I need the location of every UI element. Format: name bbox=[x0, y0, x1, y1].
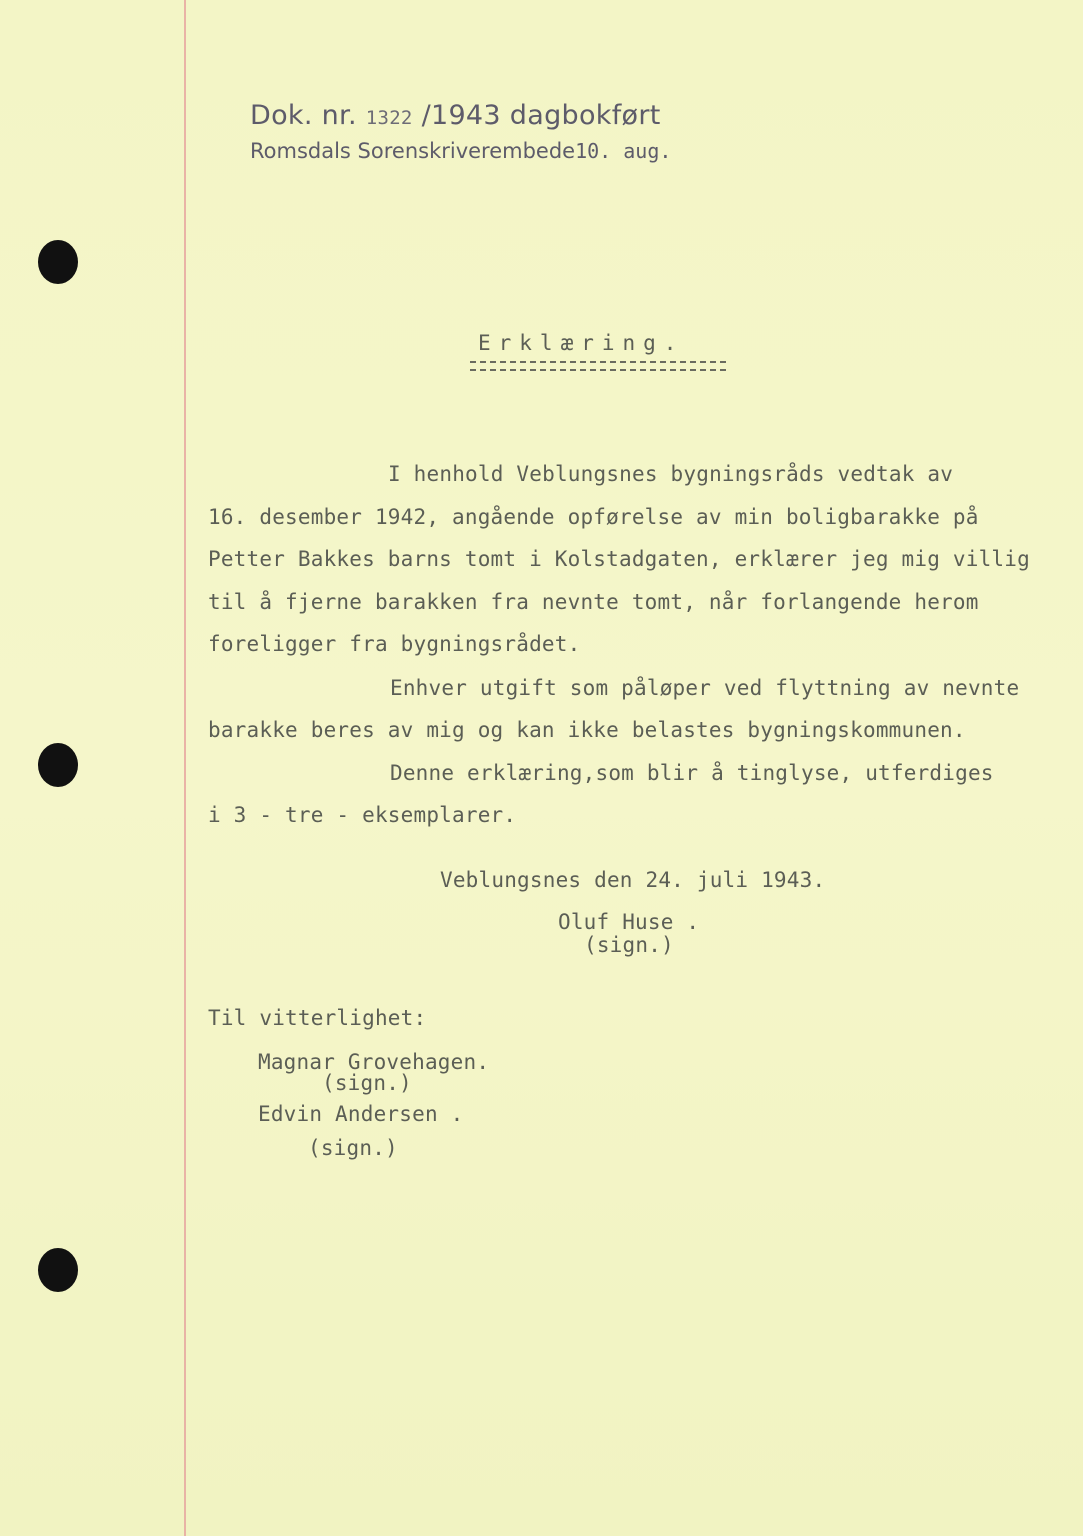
witness2-sign: (sign.) bbox=[308, 1136, 398, 1160]
body-line-7: barakke beres av mig og kan ikke belastes bygningskommunen. bbox=[208, 718, 966, 742]
punch-hole-top bbox=[38, 240, 78, 284]
body-line-5: foreligger fra bygningsrådet. bbox=[208, 632, 581, 656]
stamp-suffix: dagbokført bbox=[509, 100, 661, 131]
document-title: Erklæring. bbox=[478, 331, 685, 355]
stamp-doc-number: 1322 bbox=[365, 107, 413, 129]
registration-stamp-line1 bbox=[250, 100, 661, 131]
stamp-office: Romsdals Sorenskriverembede bbox=[250, 139, 576, 163]
body-line-1: I henhold Veblungsnes bygningsråds vedtak av bbox=[388, 462, 954, 486]
place-date: Veblungsnes den 24. juli 1943. bbox=[440, 868, 826, 892]
body-line-9: i 3 - tre - eksemplarer. bbox=[208, 803, 517, 827]
witness2-name: Edvin Andersen . bbox=[258, 1102, 464, 1126]
body-line-4: til å fjerne barakken fra nevnte tomt, når forlangende herom bbox=[208, 590, 979, 614]
stamp-year: /1943 bbox=[421, 100, 501, 131]
margin-line bbox=[184, 0, 186, 1536]
stamp-date: 10. aug. bbox=[575, 139, 672, 163]
title-underline bbox=[470, 361, 726, 371]
body-line-6: Enhver utgift som påløper ved flyttning av nevnte bbox=[390, 676, 1020, 700]
witness-heading: Til vitterlighet: bbox=[208, 1006, 427, 1030]
punch-hole-bottom bbox=[38, 1248, 78, 1292]
witness1-name: Magnar Grovehagen. bbox=[258, 1050, 490, 1074]
body-line-3: Petter Bakkes barns tomt i Kolstadgaten, erklærer jeg mig villig bbox=[208, 547, 1030, 571]
registration-stamp-line2 bbox=[250, 139, 671, 163]
punch-hole-middle bbox=[38, 743, 78, 787]
signer-name: Oluf Huse . bbox=[558, 910, 700, 934]
stamp-prefix: Dok. nr. bbox=[250, 100, 357, 131]
signer-sign: (sign.) bbox=[584, 933, 674, 957]
witness1-sign: (sign.) bbox=[322, 1071, 412, 1095]
body-line-8: Denne erklæring,som blir å tinglyse, utferdiges bbox=[390, 761, 994, 785]
body-line-2: 16. desember 1942, angående opførelse av min boligbarakke på bbox=[208, 505, 979, 529]
